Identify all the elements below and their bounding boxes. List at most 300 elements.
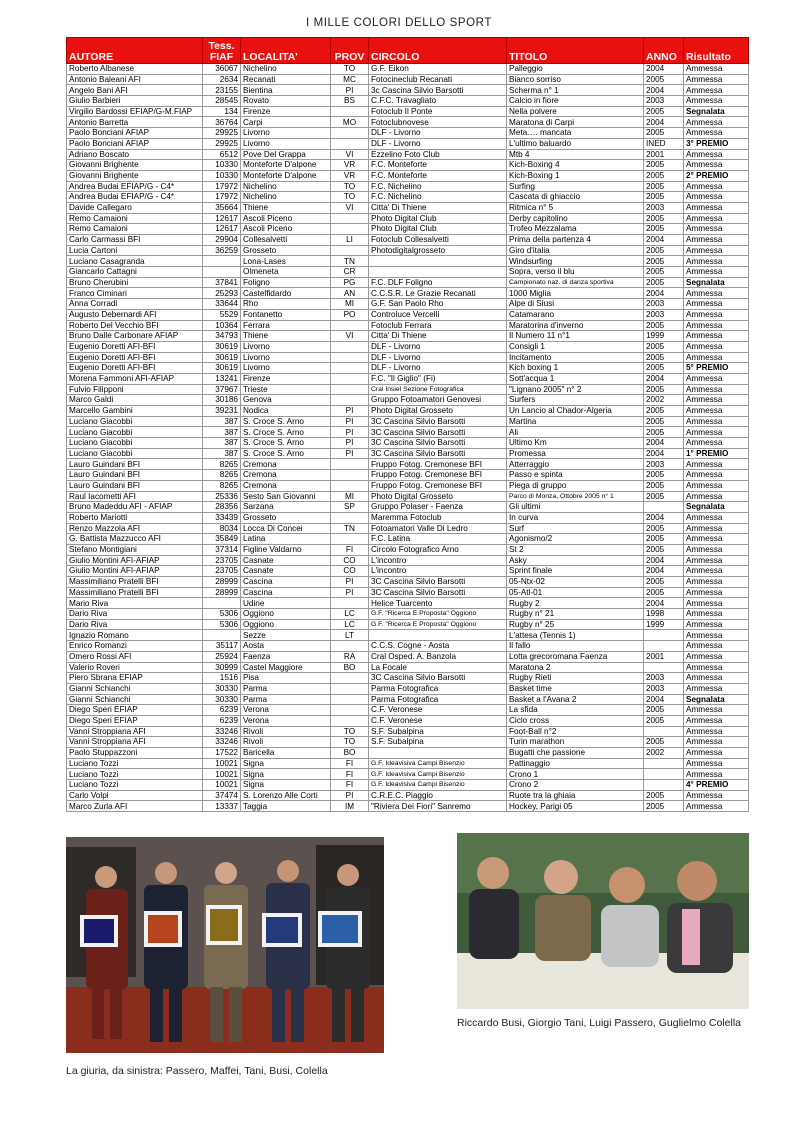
cell-localita: Olmeneta <box>241 267 331 278</box>
cell-anno: 2005 <box>644 416 684 427</box>
table-row <box>67 769 749 780</box>
table-row <box>67 673 749 684</box>
cell-anno: 2005 <box>644 737 684 748</box>
table-row <box>67 331 749 342</box>
cell-localita: Aosta <box>241 641 331 652</box>
cell-prov <box>331 384 369 395</box>
cell-risultato: Ammessa <box>684 630 749 641</box>
cell-titolo: Maratona di Carpi <box>507 117 644 128</box>
cell-risultato: Ammessa <box>684 566 749 577</box>
table-row <box>67 320 749 331</box>
cell-anno: 2004 <box>644 288 684 299</box>
table-row <box>67 587 749 598</box>
cell-circolo: Controluce Vercelli <box>369 309 507 320</box>
cell-circolo <box>369 748 507 759</box>
cell-autore: Giulio Barbieri <box>67 96 203 107</box>
cell-titolo: Calcio in fiore <box>507 96 644 107</box>
cell-prov: TO <box>331 181 369 192</box>
cell-titolo: Alpe di Siusi <box>507 299 644 310</box>
cell-prov: RA <box>331 651 369 662</box>
cell-tess: 30330 <box>203 694 241 705</box>
cell-risultato: Ammessa <box>684 395 749 406</box>
cell-anno: 2005 <box>644 245 684 256</box>
table-row <box>67 149 749 160</box>
cell-autore: Morena Fammoni AFI-AFIAP <box>67 373 203 384</box>
cell-circolo: 3C Cascina Silvio Barsotti <box>369 673 507 684</box>
cell-circolo: 3C Cascina Silvio Barsotti <box>369 416 507 427</box>
cell-prov: MI <box>331 299 369 310</box>
cell-titolo: Surfers <box>507 395 644 406</box>
cell-prov: BO <box>331 748 369 759</box>
cell-tess: 35117 <box>203 641 241 652</box>
cell-prov: AN <box>331 288 369 299</box>
cell-tess: 10021 <box>203 780 241 791</box>
cell-prov <box>331 683 369 694</box>
cell-tess: 23155 <box>203 85 241 96</box>
cell-tess: 8265 <box>203 459 241 470</box>
cell-localita: Cremona <box>241 459 331 470</box>
cell-risultato: Ammessa <box>684 160 749 171</box>
cell-anno: 2003 <box>644 299 684 310</box>
cell-circolo: Gruppo Fotoamatori Genovesi <box>369 395 507 406</box>
cell-autore: Vanni Stroppiana AFI <box>67 737 203 748</box>
cell-tess: 37967 <box>203 384 241 395</box>
cell-anno: 1999 <box>644 331 684 342</box>
cell-prov <box>331 512 369 523</box>
cell-tess: 5306 <box>203 619 241 630</box>
cell-anno: 2004 <box>644 448 684 459</box>
cell-titolo: Kich-Boxing 1 <box>507 170 644 181</box>
cell-risultato: Ammessa <box>684 74 749 85</box>
cell-anno: 2005 <box>644 170 684 181</box>
cell-tess <box>203 267 241 278</box>
table-row <box>67 213 749 224</box>
table-row <box>67 566 749 577</box>
cell-autore: Enrico Romanzi <box>67 641 203 652</box>
cell-circolo: 3C Cascina Silvio Barsotti <box>369 438 507 449</box>
cell-tess: 1516 <box>203 673 241 684</box>
cell-circolo: F.C. Monteforte <box>369 160 507 171</box>
cell-localita: Genova <box>241 395 331 406</box>
cell-autore: Roberto Albanese <box>67 64 203 75</box>
cell-tess: 12617 <box>203 213 241 224</box>
cell-tess: 23705 <box>203 566 241 577</box>
cell-risultato: Ammessa <box>684 438 749 449</box>
cell-risultato: Ammessa <box>684 662 749 673</box>
cell-risultato: Segnalata <box>684 694 749 705</box>
cell-localita: Signa <box>241 780 331 791</box>
cell-prov: LC <box>331 609 369 620</box>
cell-prov: IM <box>331 801 369 812</box>
cell-titolo: Foot-Ball n°2 <box>507 726 644 737</box>
cell-circolo: Photo Digital Grosseto <box>369 491 507 502</box>
table-row <box>67 598 749 609</box>
cell-prov <box>331 534 369 545</box>
cell-circolo: "Riviera Dei Fiori" Sanremo <box>369 801 507 812</box>
cell-tess: 387 <box>203 448 241 459</box>
cell-autore: Mario Riva <box>67 598 203 609</box>
cell-anno: 2005 <box>644 341 684 352</box>
table-row <box>67 341 749 352</box>
table-row <box>67 416 749 427</box>
cell-localita: Firenze <box>241 373 331 384</box>
cell-risultato: Segnalata <box>684 502 749 513</box>
cell-titolo: L'attesa (Tennis 1) <box>507 630 644 641</box>
cell-risultato: Ammessa <box>684 309 749 320</box>
cell-risultato: Ammessa <box>684 705 749 716</box>
cell-localita: Monteforte D'alpone <box>241 160 331 171</box>
cell-prov: TO <box>331 192 369 203</box>
cell-prov: TO <box>331 726 369 737</box>
cell-anno <box>644 758 684 769</box>
cell-prov: VI <box>331 202 369 213</box>
cell-anno: 2005 <box>644 213 684 224</box>
cell-anno: 2003 <box>644 459 684 470</box>
cell-titolo: Bianco sorriso <box>507 74 644 85</box>
cell-localita: Casnate <box>241 566 331 577</box>
cell-circolo: C.C.S. Cogne - Aosta <box>369 641 507 652</box>
cell-titolo: Martina <box>507 416 644 427</box>
cell-risultato: Ammessa <box>684 224 749 235</box>
cell-titolo: 05-Atl-01 <box>507 587 644 598</box>
cell-titolo: Surfing <box>507 181 644 192</box>
cell-anno: 2003 <box>644 683 684 694</box>
cell-localita: Ascoli Piceno <box>241 213 331 224</box>
cell-localita: Rivoli <box>241 726 331 737</box>
cell-titolo: Ultimo Km <box>507 438 644 449</box>
cell-circolo: Gruppo Polaser - Faenza <box>369 502 507 513</box>
cell-localita: Livorno <box>241 128 331 139</box>
cell-autore: Roberto Mariotti <box>67 512 203 523</box>
table-row <box>67 267 749 278</box>
col-header-tess-line2: FIAF <box>209 51 234 63</box>
cell-tess <box>203 598 241 609</box>
col-header-risultato: Risultato <box>684 38 749 64</box>
cell-anno: 2005 <box>644 256 684 267</box>
cell-titolo: Il Numero 11 n°1 <box>507 331 644 342</box>
cell-anno: 2002 <box>644 748 684 759</box>
cell-autore: Andrea Budai EFIAP/G - C4* <box>67 181 203 192</box>
cell-circolo: 3C Cascina Silvio Barsotti <box>369 448 507 459</box>
cell-autore: Fulvio Filipponi <box>67 384 203 395</box>
col-header-titolo: TITOLO <box>507 38 644 64</box>
cell-tess: 39231 <box>203 406 241 417</box>
cell-tess: 6239 <box>203 705 241 716</box>
table-row <box>67 715 749 726</box>
cell-prov <box>331 673 369 684</box>
cell-prov: VR <box>331 170 369 181</box>
table-row <box>67 758 749 769</box>
cell-prov <box>331 480 369 491</box>
cell-titolo: Campionato naz. di danza sportiva <box>507 277 644 288</box>
cell-tess: 10330 <box>203 170 241 181</box>
cell-circolo: L'incontro <box>369 555 507 566</box>
cell-risultato: Ammessa <box>684 373 749 384</box>
cell-anno: 2004 <box>644 694 684 705</box>
cell-titolo: Lotta grecoromana Faenza <box>507 651 644 662</box>
cell-tess: 25336 <box>203 491 241 502</box>
cell-risultato: Ammessa <box>684 790 749 801</box>
cell-tess: 5529 <box>203 309 241 320</box>
cell-titolo: Maratorina d'inverno <box>507 320 644 331</box>
cell-titolo: In curva <box>507 512 644 523</box>
cell-localita: Castel Maggiore <box>241 662 331 673</box>
cell-circolo: Fotoamatori Valle Di Ledro <box>369 523 507 534</box>
cell-localita: Cremona <box>241 470 331 481</box>
table-row <box>67 491 749 502</box>
cell-circolo: S.F. Subalpina <box>369 737 507 748</box>
cell-titolo: Ali <box>507 427 644 438</box>
cell-localita: S. Lorenzo Alle Corti <box>241 790 331 801</box>
cell-titolo: L'ultimo baluardo <box>507 138 644 149</box>
cell-localita: Nichelino <box>241 192 331 203</box>
table-row <box>67 502 749 513</box>
cell-prov: BO <box>331 662 369 673</box>
cell-circolo: Photodigitalgrosseto <box>369 245 507 256</box>
col-header-circolo: CIRCOLO <box>369 38 507 64</box>
cell-autore: Marco Zurla AFI <box>67 801 203 812</box>
cell-risultato: Ammessa <box>684 801 749 812</box>
cell-anno: 2005 <box>644 106 684 117</box>
cell-autore: Paolo Bonciani AFIAP <box>67 128 203 139</box>
cell-anno: 2005 <box>644 790 684 801</box>
cell-localita: Firenze <box>241 106 331 117</box>
table-row <box>67 224 749 235</box>
cell-circolo: Parma Fotografica <box>369 683 507 694</box>
cell-titolo: "Lignano 2005" n° 2 <box>507 384 644 395</box>
cell-tess: 30619 <box>203 352 241 363</box>
cell-circolo: Citta' Di Thiene <box>369 331 507 342</box>
cell-risultato: Ammessa <box>684 769 749 780</box>
cell-prov: VI <box>331 149 369 160</box>
cell-prov: PG <box>331 277 369 288</box>
cell-autore: Vanni Stroppiana AFI <box>67 726 203 737</box>
table-row <box>67 85 749 96</box>
cell-prov: PI <box>331 438 369 449</box>
table-row <box>67 170 749 181</box>
cell-prov: PI <box>331 85 369 96</box>
cell-localita: Cremona <box>241 480 331 491</box>
cell-titolo: Un Lancio al Chador-Algeria <box>507 406 644 417</box>
cell-autore: Luciano Tozzi <box>67 758 203 769</box>
cell-anno: 2003 <box>644 673 684 684</box>
cell-titolo: La sfida <box>507 705 644 716</box>
cell-risultato: Ammessa <box>684 245 749 256</box>
cell-anno: 2005 <box>644 363 684 374</box>
cell-circolo: G.F. Eikon <box>369 64 507 75</box>
table-row <box>67 384 749 395</box>
table-row <box>67 641 749 652</box>
cell-risultato: Ammessa <box>684 673 749 684</box>
cell-risultato: Ammessa <box>684 149 749 160</box>
cell-localita: S. Croce S. Arno <box>241 438 331 449</box>
cell-autore: Paolo Bonciani AFIAP <box>67 138 203 149</box>
cell-tess: 30999 <box>203 662 241 673</box>
table-row <box>67 470 749 481</box>
cell-autore: Augusto Debernardi AFI <box>67 309 203 320</box>
cell-autore: Anna Corradi <box>67 299 203 310</box>
cell-autore: Davide Callegaro <box>67 202 203 213</box>
cell-titolo: Meta…. mancata <box>507 128 644 139</box>
cell-risultato: Ammessa <box>684 715 749 726</box>
table-body <box>67 64 749 812</box>
cell-localita: S. Croce S. Arno <box>241 416 331 427</box>
cell-autore: Valerio Roveri <box>67 662 203 673</box>
cell-tess: 6239 <box>203 715 241 726</box>
cell-titolo: Giro d'italia <box>507 245 644 256</box>
cell-risultato: Ammessa <box>684 416 749 427</box>
table-row <box>67 737 749 748</box>
cell-circolo: F.C. Nichelino <box>369 181 507 192</box>
cell-tess: 25293 <box>203 288 241 299</box>
cell-prov <box>331 128 369 139</box>
cell-risultato: Ammessa <box>684 641 749 652</box>
cell-localita: Rho <box>241 299 331 310</box>
cell-risultato: Ammessa <box>684 587 749 598</box>
cell-risultato: Ammessa <box>684 459 749 470</box>
cell-tess: 8265 <box>203 470 241 481</box>
cell-prov: TO <box>331 737 369 748</box>
cell-tess: 30619 <box>203 341 241 352</box>
cell-tess: 28356 <box>203 502 241 513</box>
cell-tess: 28545 <box>203 96 241 107</box>
cell-localita: Udine <box>241 598 331 609</box>
cell-tess: 29925 <box>203 128 241 139</box>
cell-anno: 2005 <box>644 523 684 534</box>
cell-circolo <box>369 267 507 278</box>
cell-tess: 33246 <box>203 726 241 737</box>
cell-prov: PI <box>331 416 369 427</box>
cell-prov: VI <box>331 331 369 342</box>
cell-anno: 2005 <box>644 406 684 417</box>
table-row <box>67 512 749 523</box>
cell-tess: 36764 <box>203 117 241 128</box>
cell-tess: 10364 <box>203 320 241 331</box>
cell-prov: PI <box>331 577 369 588</box>
cell-titolo: Sopra, verso il blu <box>507 267 644 278</box>
cell-titolo: Consigli 1 <box>507 341 644 352</box>
cell-prov <box>331 715 369 726</box>
cell-prov <box>331 373 369 384</box>
cell-prov: CR <box>331 267 369 278</box>
cell-autore: Marcello Gambini <box>67 406 203 417</box>
table-row <box>67 577 749 588</box>
table-row <box>67 555 749 566</box>
cell-prov: PI <box>331 448 369 459</box>
cell-risultato: 4° PREMIO <box>684 780 749 791</box>
cell-titolo: 05-Ntx-02 <box>507 577 644 588</box>
cell-localita: Castelfidardo <box>241 288 331 299</box>
cell-titolo: Crono 1 <box>507 769 644 780</box>
cell-titolo: Gli ultimi <box>507 502 644 513</box>
table-row <box>67 309 749 320</box>
cell-autore: Gianni Schianchi <box>67 694 203 705</box>
cell-tess: 17972 <box>203 181 241 192</box>
cell-circolo: C.F. Veronese <box>369 705 507 716</box>
cell-localita: Parma <box>241 694 331 705</box>
table-row <box>67 138 749 149</box>
table-row <box>67 352 749 363</box>
cell-prov <box>331 245 369 256</box>
cell-autore: Luciano Tozzi <box>67 769 203 780</box>
col-header-localita: LOCALITA' <box>241 38 331 64</box>
cell-prov: MC <box>331 74 369 85</box>
cell-circolo: Fruppo Fotog. Cremonese BFI <box>369 480 507 491</box>
cell-autore: Luciano Tozzi <box>67 780 203 791</box>
cell-anno: 2005 <box>644 705 684 716</box>
cell-anno: INED <box>644 138 684 149</box>
cell-circolo: Fotocineclub Recanati <box>369 74 507 85</box>
col-header-autore: AUTORE <box>67 38 203 64</box>
cell-localita: Bientina <box>241 85 331 96</box>
cell-titolo: Hockey, Parigi 05 <box>507 801 644 812</box>
table-row <box>67 363 749 374</box>
cell-anno: 2005 <box>644 577 684 588</box>
cell-prov: CO <box>331 566 369 577</box>
cell-anno: 2005 <box>644 801 684 812</box>
cell-circolo: C.F.C. Travagliato <box>369 96 507 107</box>
cell-anno: 2005 <box>644 74 684 85</box>
cell-anno: 2005 <box>644 160 684 171</box>
cell-anno <box>644 502 684 513</box>
cell-anno: 2005 <box>644 128 684 139</box>
cell-risultato: Ammessa <box>684 352 749 363</box>
cell-anno: 2005 <box>644 224 684 235</box>
cell-anno: 2005 <box>644 480 684 491</box>
cell-localita: Signa <box>241 769 331 780</box>
cell-titolo: Piega di gruppo <box>507 480 644 491</box>
table-row <box>67 373 749 384</box>
cell-risultato: Ammessa <box>684 737 749 748</box>
cell-autore: Stefano Montigiani <box>67 544 203 555</box>
table-row <box>67 683 749 694</box>
cell-risultato: Ammessa <box>684 128 749 139</box>
cell-titolo: Maratona 2 <box>507 662 644 673</box>
cell-anno: 2005 <box>644 267 684 278</box>
cell-tess: 37841 <box>203 277 241 288</box>
cell-localita: Trieste <box>241 384 331 395</box>
cell-localita: Ferrara <box>241 320 331 331</box>
cell-autore: Omero Rossi AFI <box>67 651 203 662</box>
cell-tess: 8265 <box>203 480 241 491</box>
cell-localita: S. Croce S. Arno <box>241 448 331 459</box>
cell-anno: 2004 <box>644 512 684 523</box>
table-row <box>67 256 749 267</box>
results-table <box>66 37 749 812</box>
cell-risultato: Ammessa <box>684 758 749 769</box>
cell-circolo: Fotoclub Collesalvetti <box>369 235 507 246</box>
cell-anno: 2005 <box>644 320 684 331</box>
col-header-tess <box>203 38 241 64</box>
cell-circolo: F.C. "Il Giglio" (Fi) <box>369 373 507 384</box>
cell-titolo: 1000 Miglia <box>507 288 644 299</box>
cell-tess: 6512 <box>203 149 241 160</box>
cell-titolo: Kich boxing 1 <box>507 363 644 374</box>
cell-prov <box>331 459 369 470</box>
cell-localita: Pove Del Grappa <box>241 149 331 160</box>
cell-risultato: Segnalata <box>684 277 749 288</box>
cell-titolo: Scherma n° 1 <box>507 85 644 96</box>
cell-tess: 17522 <box>203 748 241 759</box>
cell-circolo: C.C.S.R. Le Grazie Recanati <box>369 288 507 299</box>
cell-prov: PI <box>331 427 369 438</box>
cell-titolo: Rugby 2 <box>507 598 644 609</box>
cell-risultato: Ammessa <box>684 267 749 278</box>
cell-titolo: Promessa <box>507 448 644 459</box>
table-row <box>67 480 749 491</box>
cell-prov: LT <box>331 630 369 641</box>
table-row <box>67 106 749 117</box>
